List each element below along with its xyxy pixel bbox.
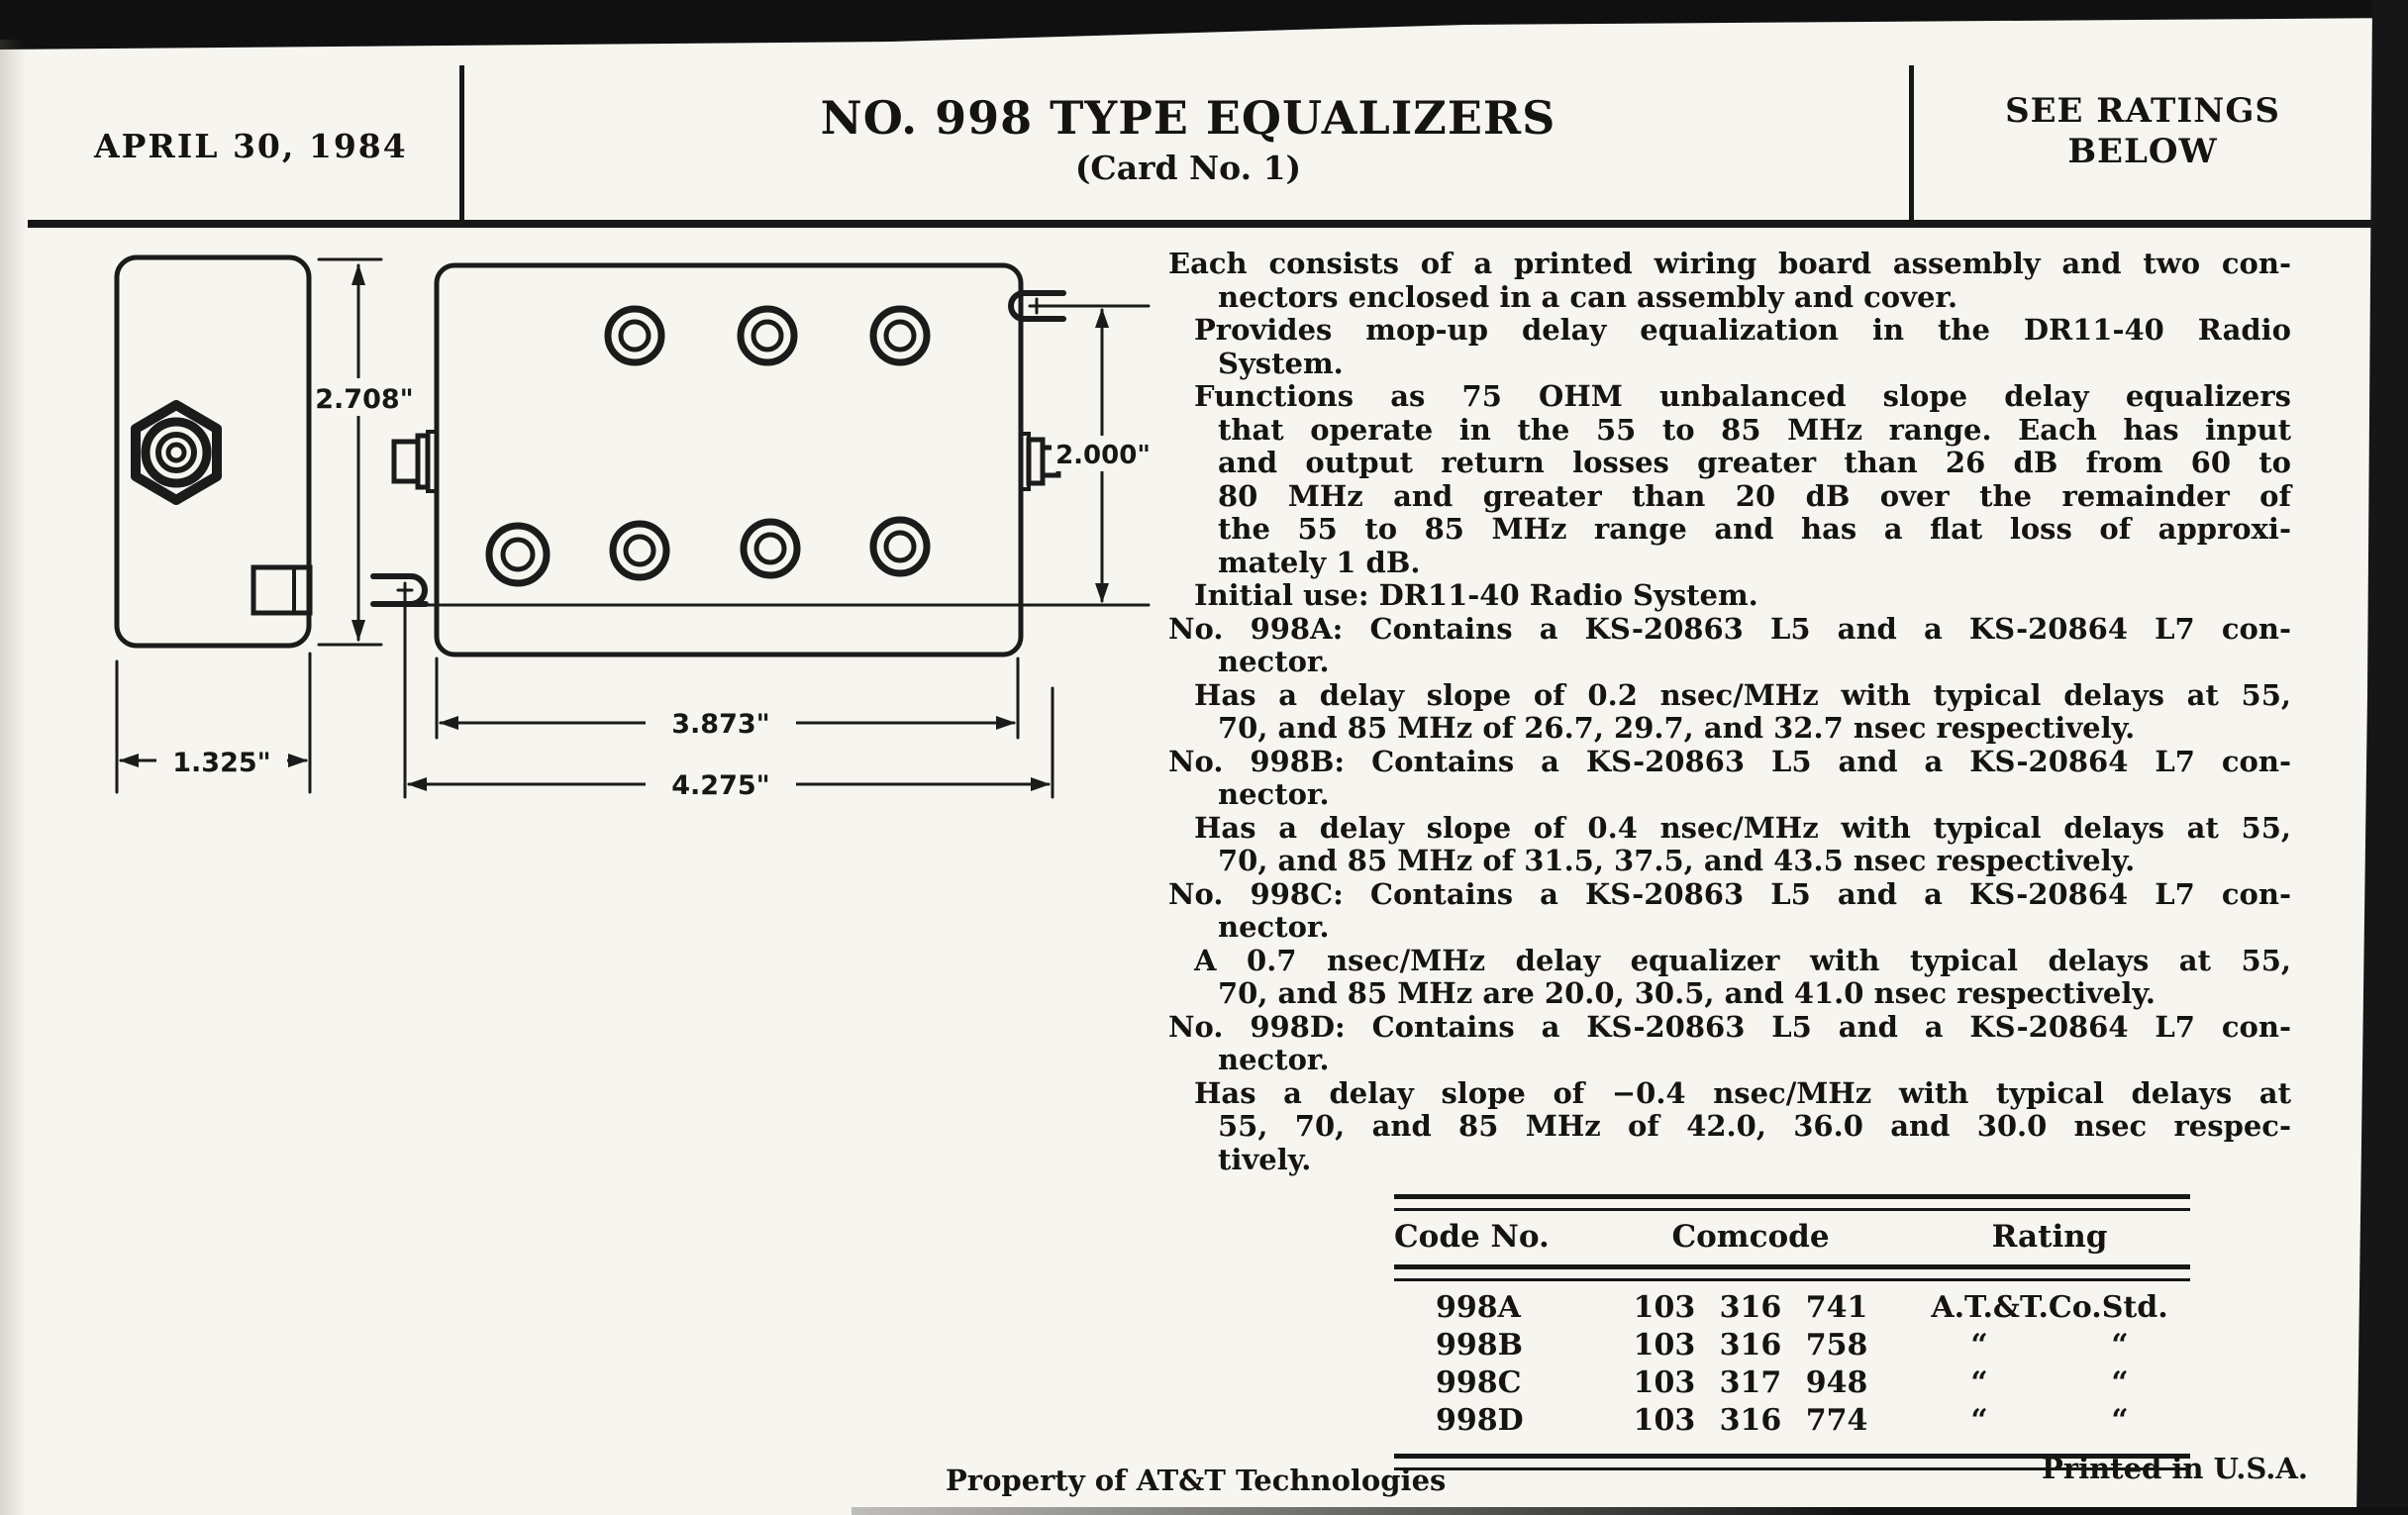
rating-cell — [1909, 1402, 2190, 1440]
property-note: Property of AT&T Technologies — [946, 1464, 1447, 1497]
rating-cell: A.T.&T.Co.Std. — [1931, 1290, 2168, 1325]
hole-row-bottom — [489, 520, 927, 583]
description-line: nector. — [1218, 645, 1330, 678]
ratings-note — [1964, 91, 2321, 172]
description-line: Functions as 75 OHM unbalanced slope delay equalizers — [1194, 379, 2291, 413]
description-line: No. 998C: Contains a KS-20863 L5 and a KS-20864 L7 con- — [1168, 876, 2291, 911]
drawing-canvas — [79, 238, 1188, 852]
page-title: NO. 998 TYPE EQUALIZERS — [820, 91, 1556, 145]
ditto-mark: “ — [1970, 1365, 1988, 1400]
side-tab — [253, 567, 310, 613]
table-row — [1394, 1402, 2190, 1440]
side-view — [117, 257, 310, 646]
description-line: 80 MHz and greater than 20 dB over the remainder of — [1218, 478, 2291, 513]
code-cell: 998B — [1436, 1328, 1523, 1363]
description-line: that operate in the 55 to 85 MHz range. Each has input — [1218, 412, 2291, 447]
description-line: tively. — [1218, 1142, 1312, 1176]
table-body — [1394, 1281, 2190, 1454]
column-header-comcode: Comcode — [1671, 1219, 1830, 1255]
comcode-cell: 103 316 774 — [1633, 1403, 1868, 1438]
dim-connector-label: 2.000" — [1055, 441, 1151, 470]
description-line: Provides mop-up delay equalization in the DR11-40 Radio — [1194, 313, 2291, 347]
mounting-clip-bottom-left — [373, 576, 426, 604]
ditto-mark: “ — [1970, 1328, 1988, 1363]
input-connector-stub — [394, 432, 437, 491]
description-line: 55, 70, and 85 MHz of 42.0, 36.0 and 30.0 nsec respec- — [1218, 1109, 2291, 1143]
description-line: and output return losses greater than 26 dB from 60 to — [1218, 446, 2291, 479]
table-row — [1394, 1327, 2190, 1364]
scan-edge-top — [0, 0, 2408, 51]
table-row — [1394, 1364, 2190, 1402]
printed-note: Printed in U.S.A. — [2042, 1452, 2308, 1485]
description-line: nector. — [1218, 777, 1330, 811]
header-divider-left — [459, 65, 464, 227]
description-line: Has a delay slope of 0.4 nsec/MHz with typical delays at 55, — [1194, 810, 2291, 845]
description-line: nector. — [1218, 1043, 1330, 1076]
dim-overall-width-label: 4.275" — [671, 770, 770, 801]
dimension-side-width — [117, 654, 310, 792]
equalizer-technical-drawing — [79, 238, 1188, 856]
rating-cell — [1909, 1327, 2190, 1364]
hole-row-top — [608, 309, 927, 362]
description-line: System. — [1218, 346, 1344, 380]
scan-edge-bottom — [852, 1507, 2408, 1515]
table-row — [1394, 1289, 2190, 1327]
table-rule-mid — [1394, 1264, 2190, 1281]
rating-cell — [1909, 1364, 2190, 1402]
ditto-mark: “ — [1970, 1403, 1988, 1438]
front-view — [373, 265, 1063, 655]
ratings-table — [1394, 1194, 2190, 1470]
ratings-note-line2: BELOW — [2067, 132, 2218, 171]
dimension-body-width — [437, 658, 1018, 740]
description-text — [1168, 248, 2291, 1176]
ditto-mark: “ — [2111, 1403, 2129, 1438]
description-line: the 55 to 85 MHz range and has a flat loss of approxi- — [1218, 512, 2291, 546]
dimension-overall-width — [405, 597, 1053, 801]
code-cell: 998A — [1436, 1290, 1521, 1325]
dim-side-width-label: 1.325" — [172, 748, 271, 778]
description-line: No. 998D: Contains a KS-20863 L5 and a KS-20864 L7 con- — [1168, 1009, 2291, 1044]
description-line: No. 998B: Contains a KS-20863 L5 and a KS-20864 L7 con- — [1168, 744, 2291, 778]
coax-connector-icon — [136, 405, 217, 500]
ratings-note-line1: SEE RATINGS — [2005, 91, 2280, 131]
comcode-cell: 103 317 948 — [1633, 1365, 1868, 1400]
description-line: Has a delay slope of 0.2 nsec/MHz with typical delays at 55, — [1194, 677, 2291, 712]
code-cell: 998D — [1436, 1403, 1524, 1438]
column-header-code: Code No. — [1394, 1219, 1550, 1255]
document-date: APRIL 30, 1984 — [94, 127, 408, 165]
description-line: Initial use: DR11-40 Radio System. — [1194, 578, 1758, 612]
description-line: 70, and 85 MHz of 26.7, 29.7, and 32.7 nsec respectively. — [1218, 711, 2136, 745]
dim-body-width-label: 3.873" — [671, 709, 770, 740]
description-line: No. 998A: Contains a KS-20863 L5 and a KS-20864 L7 con- — [1168, 611, 2291, 646]
description-line: nector. — [1218, 910, 1330, 944]
description-line: 70, and 85 MHz are 20.0, 30.5, and 41.0 nsec respectively. — [1218, 976, 2156, 1010]
description-line: 70, and 85 MHz of 31.5, 37.5, and 43.5 nsec respectively. — [1218, 844, 2136, 877]
ditto-mark: “ — [2111, 1365, 2129, 1400]
code-cell: 998C — [1436, 1365, 1522, 1400]
ditto-mark: “ — [2111, 1328, 2129, 1363]
table-header-row — [1394, 1211, 2190, 1264]
page-subtitle: (Card No. 1) — [1074, 149, 1302, 187]
description-line: Has a delay slope of −0.4 nsec/MHz with typical delays at — [1194, 1075, 2291, 1110]
description-line: A 0.7 nsec/MHz delay equalizer with typical delays at 55, — [1194, 943, 2291, 977]
table-rule-top — [1394, 1194, 2190, 1211]
header-divider-right — [1909, 65, 1914, 220]
header-rule — [28, 220, 2376, 228]
title-block — [495, 91, 1881, 187]
comcode-cell: 103 316 741 — [1633, 1290, 1868, 1325]
dim-height-label: 2.708" — [315, 384, 414, 415]
column-header-rating: Rating — [1991, 1219, 2108, 1255]
description-line: nectors enclosed in a can assembly and cover. — [1218, 279, 1958, 314]
comcode-cell: 103 316 758 — [1633, 1328, 1868, 1363]
description-line: Each consists of a printed wiring board assembly and two con- — [1168, 247, 2291, 280]
dimension-height — [313, 259, 416, 645]
scan-edge-left-shade — [0, 40, 26, 1515]
description-line: mately 1 dB. — [1218, 545, 1421, 579]
